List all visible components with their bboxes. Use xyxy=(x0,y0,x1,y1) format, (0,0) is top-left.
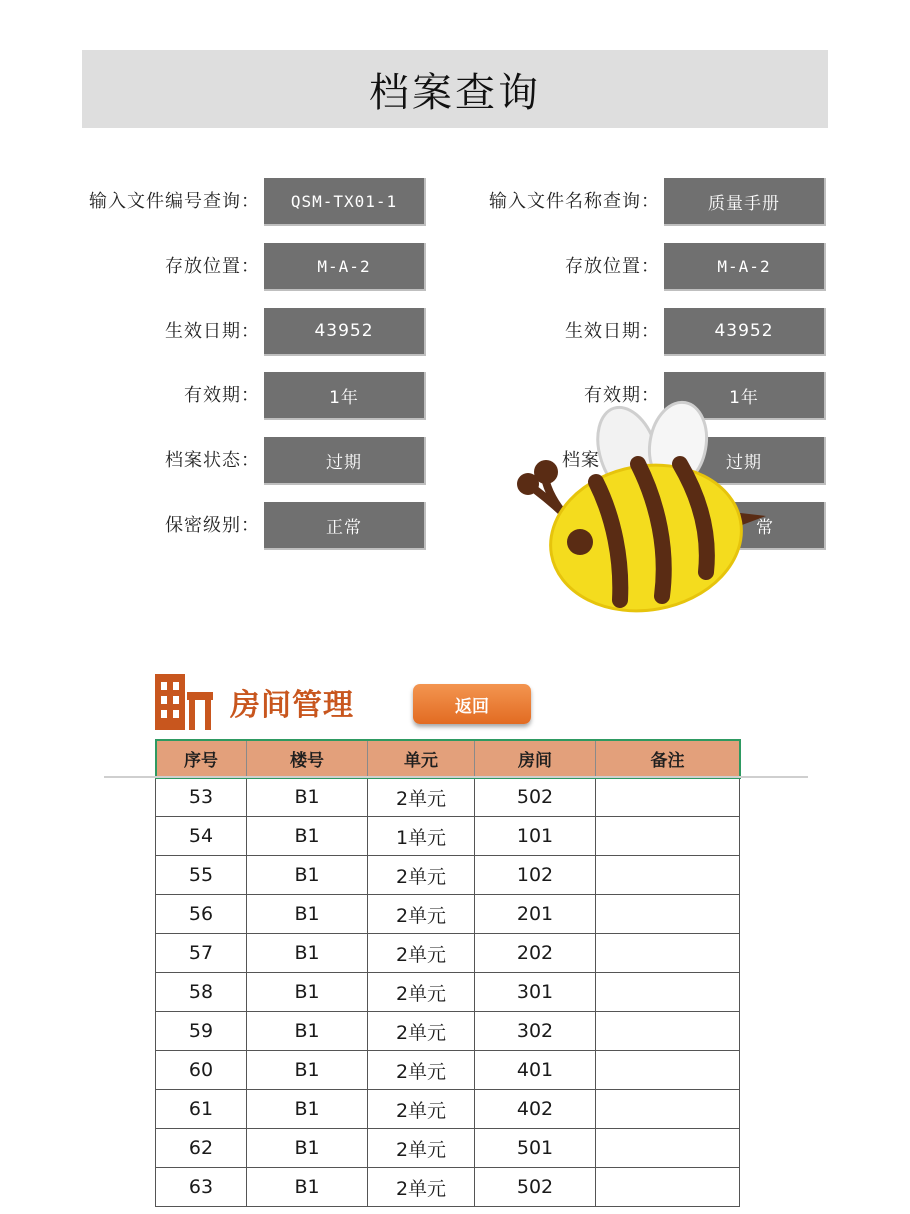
column-header-note[interactable]: 备注 xyxy=(596,740,740,778)
left-effective-date-value: 43952 xyxy=(264,308,426,356)
cell-building[interactable]: B1 xyxy=(247,1168,368,1207)
cell-unit[interactable]: 2单元 xyxy=(368,895,475,934)
cell-note[interactable] xyxy=(596,934,740,973)
cell-unit[interactable]: 2单元 xyxy=(368,778,475,817)
cell-note[interactable] xyxy=(596,973,740,1012)
cell-building[interactable]: B1 xyxy=(247,1090,368,1129)
table-row xyxy=(156,856,740,895)
sheet-divider-line xyxy=(104,776,808,778)
column-header-index[interactable]: 序号 xyxy=(156,740,247,778)
cell-note[interactable] xyxy=(596,778,740,817)
cell-building[interactable]: B1 xyxy=(247,895,368,934)
left-location-value: M-A-2 xyxy=(264,243,426,291)
cell-room[interactable]: 202 xyxy=(475,934,596,973)
column-header-unit[interactable]: 单元 xyxy=(368,740,475,778)
left-security-value: 正常 xyxy=(264,502,426,550)
cell-index[interactable]: 57 xyxy=(156,934,247,973)
table-row xyxy=(156,1168,740,1207)
cell-index[interactable]: 55 xyxy=(156,856,247,895)
page-title-bar xyxy=(82,50,828,128)
right-location-label: 存放位置： xyxy=(565,256,660,277)
right-status-label: 档案 xyxy=(562,450,600,471)
cell-note[interactable] xyxy=(596,1168,740,1207)
cell-note[interactable] xyxy=(596,817,740,856)
building-icon xyxy=(155,674,215,730)
table-row xyxy=(156,1090,740,1129)
cell-room[interactable]: 201 xyxy=(475,895,596,934)
table-row xyxy=(156,1051,740,1090)
cell-room[interactable]: 502 xyxy=(475,1168,596,1207)
table-row xyxy=(156,778,740,817)
cell-unit[interactable]: 2单元 xyxy=(368,1051,475,1090)
cell-room[interactable]: 102 xyxy=(475,856,596,895)
cell-building[interactable]: B1 xyxy=(247,1129,368,1168)
right-location-value: M-A-2 xyxy=(664,243,826,291)
cell-index[interactable]: 60 xyxy=(156,1051,247,1090)
left-security-label: 保密级别： xyxy=(165,515,260,536)
cell-unit[interactable]: 2单元 xyxy=(368,934,475,973)
cell-unit[interactable]: 2单元 xyxy=(368,1168,475,1207)
left-validity-value: 1年 xyxy=(264,372,426,420)
cell-index[interactable]: 63 xyxy=(156,1168,247,1207)
left-validity-label: 有效期： xyxy=(184,385,260,406)
room-management-title: 房间管理 xyxy=(230,688,354,723)
right-validity-label: 有效期： xyxy=(584,385,660,406)
cell-index[interactable]: 53 xyxy=(156,778,247,817)
right-status-value: 过期 xyxy=(664,437,826,485)
cell-note[interactable] xyxy=(596,856,740,895)
cell-note[interactable] xyxy=(596,1051,740,1090)
cell-room[interactable]: 402 xyxy=(475,1090,596,1129)
table-row xyxy=(156,934,740,973)
cell-note[interactable] xyxy=(596,1012,740,1051)
bee-sticker xyxy=(510,400,780,620)
file-number-input[interactable]: QSM-TX01-1 xyxy=(264,178,426,226)
cell-unit[interactable]: 2单元 xyxy=(368,973,475,1012)
table-row xyxy=(156,1012,740,1051)
cell-unit[interactable]: 2单元 xyxy=(368,856,475,895)
cell-index[interactable]: 61 xyxy=(156,1090,247,1129)
column-header-building[interactable]: 楼号 xyxy=(247,740,368,778)
table-header-row xyxy=(156,740,740,778)
right-effective-date-label: 生效日期： xyxy=(565,321,660,342)
cell-index[interactable]: 58 xyxy=(156,973,247,1012)
cell-room[interactable]: 501 xyxy=(475,1129,596,1168)
cell-building[interactable]: B1 xyxy=(247,1012,368,1051)
cell-index[interactable]: 54 xyxy=(156,817,247,856)
left-effective-date-label: 生效日期： xyxy=(165,321,260,342)
cell-note[interactable] xyxy=(596,895,740,934)
cell-building[interactable]: B1 xyxy=(247,856,368,895)
cell-building[interactable]: B1 xyxy=(247,817,368,856)
cell-building[interactable]: B1 xyxy=(247,973,368,1012)
right-effective-date-value: 43952 xyxy=(664,308,826,356)
file-number-label: 输入文件编号查询： xyxy=(89,191,260,212)
cell-room[interactable]: 101 xyxy=(475,817,596,856)
table-row xyxy=(156,1129,740,1168)
room-table xyxy=(155,739,740,1207)
table-row xyxy=(156,817,740,856)
cell-note[interactable] xyxy=(596,1129,740,1168)
cell-building[interactable]: B1 xyxy=(247,1051,368,1090)
cell-room[interactable]: 301 xyxy=(475,973,596,1012)
back-button[interactable]: 返回 xyxy=(413,684,531,724)
cell-unit[interactable]: 1单元 xyxy=(368,817,475,856)
left-status-value: 过期 xyxy=(264,437,426,485)
cell-index[interactable]: 62 xyxy=(156,1129,247,1168)
cell-note[interactable] xyxy=(596,1090,740,1129)
file-name-label: 输入文件名称查询： xyxy=(489,191,660,212)
cell-unit[interactable]: 2单元 xyxy=(368,1090,475,1129)
cell-room[interactable]: 302 xyxy=(475,1012,596,1051)
cell-building[interactable]: B1 xyxy=(247,934,368,973)
page-title: 档案查询 xyxy=(369,69,541,116)
file-name-input[interactable]: 质量手册 xyxy=(664,178,826,226)
cell-building[interactable]: B1 xyxy=(247,778,368,817)
cell-index[interactable]: 56 xyxy=(156,895,247,934)
table-row xyxy=(156,973,740,1012)
left-status-label: 档案状态： xyxy=(165,450,260,471)
cell-room[interactable]: 502 xyxy=(475,778,596,817)
left-location-label: 存放位置： xyxy=(165,256,260,277)
table-row xyxy=(156,895,740,934)
cell-unit[interactable]: 2单元 xyxy=(368,1129,475,1168)
cell-unit[interactable]: 2单元 xyxy=(368,1012,475,1051)
column-header-room[interactable]: 房间 xyxy=(475,740,596,778)
cell-index[interactable]: 59 xyxy=(156,1012,247,1051)
cell-room[interactable]: 401 xyxy=(475,1051,596,1090)
right-security-value: 常 xyxy=(664,502,826,550)
right-validity-value: 1年 xyxy=(664,372,826,420)
